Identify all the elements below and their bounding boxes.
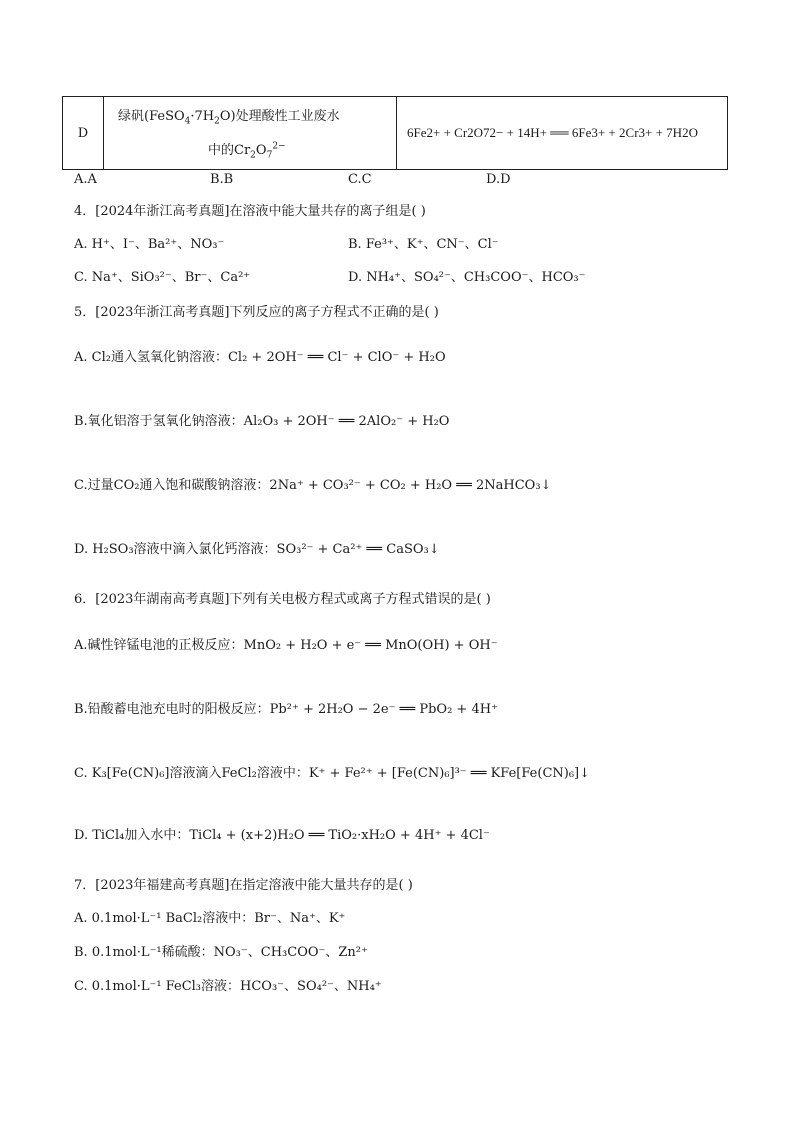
q4-option-b: B. Fe³⁺、K⁺、CN⁻、Cl⁻	[348, 237, 499, 252]
reagent-line-2: 中的$Cr_2O_7^{2-}$	[208, 141, 286, 161]
q3-option-b: B.B	[210, 172, 234, 187]
q5-option-d: D. H₂SO₃溶液中滴入氯化钙溶液：SO₃²⁻ + Ca²⁺ ══ CaSO₃↓	[74, 542, 440, 557]
q6-stem: 6．[2023年湖南高考真题]下列有关电极方程式或离子方程式错误的是( )	[74, 592, 491, 607]
q7-option-c: C. 0.1mol·L⁻¹ FeCl₃溶液：HCO₃⁻、SO₄²⁻、NH₄⁺	[74, 979, 382, 994]
q7-stem: 7．[2023年福建高考真题]在指定溶液中能大量共存的是( )	[74, 878, 413, 893]
q4-option-d: D. NH₄⁺、SO₄²⁻、CH₃COO⁻、HCO₃⁻	[348, 270, 586, 285]
q5-option-c: C.过量CO₂通入饱和碳酸钠溶液：2Na⁺ + CO₃²⁻ + CO₂ + H₂O ══ 2NaHCO₃↓	[74, 478, 552, 493]
q4-option-a: A. H⁺、I⁻、Ba²⁺、NO₃⁻	[74, 237, 225, 252]
q5-stem: 5．[2023年浙江高考真题]下列反应的离子方程式不正确的是( )	[74, 305, 439, 320]
row-label: D	[63, 97, 104, 169]
equation-cell	[397, 97, 727, 169]
reagent-line-1: 绿矾$(FeSO_4\cdot 7H_2O)$处理酸性工业废水	[118, 109, 340, 127]
reagent-tail: 处理酸性工业废水	[235, 109, 340, 124]
q7-option-a: A. 0.1mol·L⁻¹ BaCl₂溶液中：Br⁻、Na⁺、K⁺	[74, 911, 346, 926]
q3-option-a: A.A	[74, 172, 97, 187]
q4-stem: 4．[2024年浙江高考真题]在溶液中能大量共存的离子组是( )	[74, 204, 426, 219]
q5-option-b: B.氧化铝溶于氢氧化钠溶液：Al₂O₃ + 2OH⁻ ══ 2AlO₂⁻ + H₂O	[74, 414, 450, 429]
reagent-cell	[104, 97, 397, 169]
reagent-line-2-text: 中的Cr	[208, 143, 251, 158]
q6-option-d: D. TiCl₄加入水中：TiCl₄ + (x+2)H₂O ══ TiO₂·xH₂O + 4H⁺ + 4Cl⁻	[74, 828, 490, 843]
q4-option-c: C. Na⁺、SiO₃²⁻、Br⁻、Ca²⁺	[74, 270, 251, 285]
q6-option-c: C. K₃[Fe(CN)₆]溶液滴入FeCl₂溶液中：K⁺ + Fe²⁺ + [Fe(CN)₆]³⁻ ══ KFe[Fe(CN)₆]↓	[74, 766, 591, 781]
q6-option-a: A.碱性锌锰电池的正极反应：MnO₂ + H₂O + e⁻ ══ MnO(OH) + OH⁻	[74, 638, 498, 653]
q3-option-c: C.C	[348, 172, 372, 187]
q5-option-a: A. Cl₂通入氢氧化钠溶液：Cl₂ + 2OH⁻ ══ Cl⁻ + ClO⁻ + H₂O	[74, 350, 446, 365]
reagent-text: 绿矾(FeSO	[118, 109, 185, 124]
q3-option-d: D.D	[486, 172, 511, 187]
equation-text: 6Fe2+ + Cr2O72− + 14H+ ══ 6Fe3+ + 2Cr3+ + 7H2O	[407, 125, 698, 140]
q7-option-b: B. 0.1mol·L⁻¹稀硫酸：NO₃⁻、CH₃COO⁻、Zn²⁺	[74, 945, 368, 960]
q6-option-b: B.铅酸蓄电池充电时的阳极反应：Pb²⁺ + 2H₂O − 2e⁻ ══ PbO₂ + 4H⁺	[74, 702, 498, 717]
answer-table-row-d	[62, 96, 728, 170]
